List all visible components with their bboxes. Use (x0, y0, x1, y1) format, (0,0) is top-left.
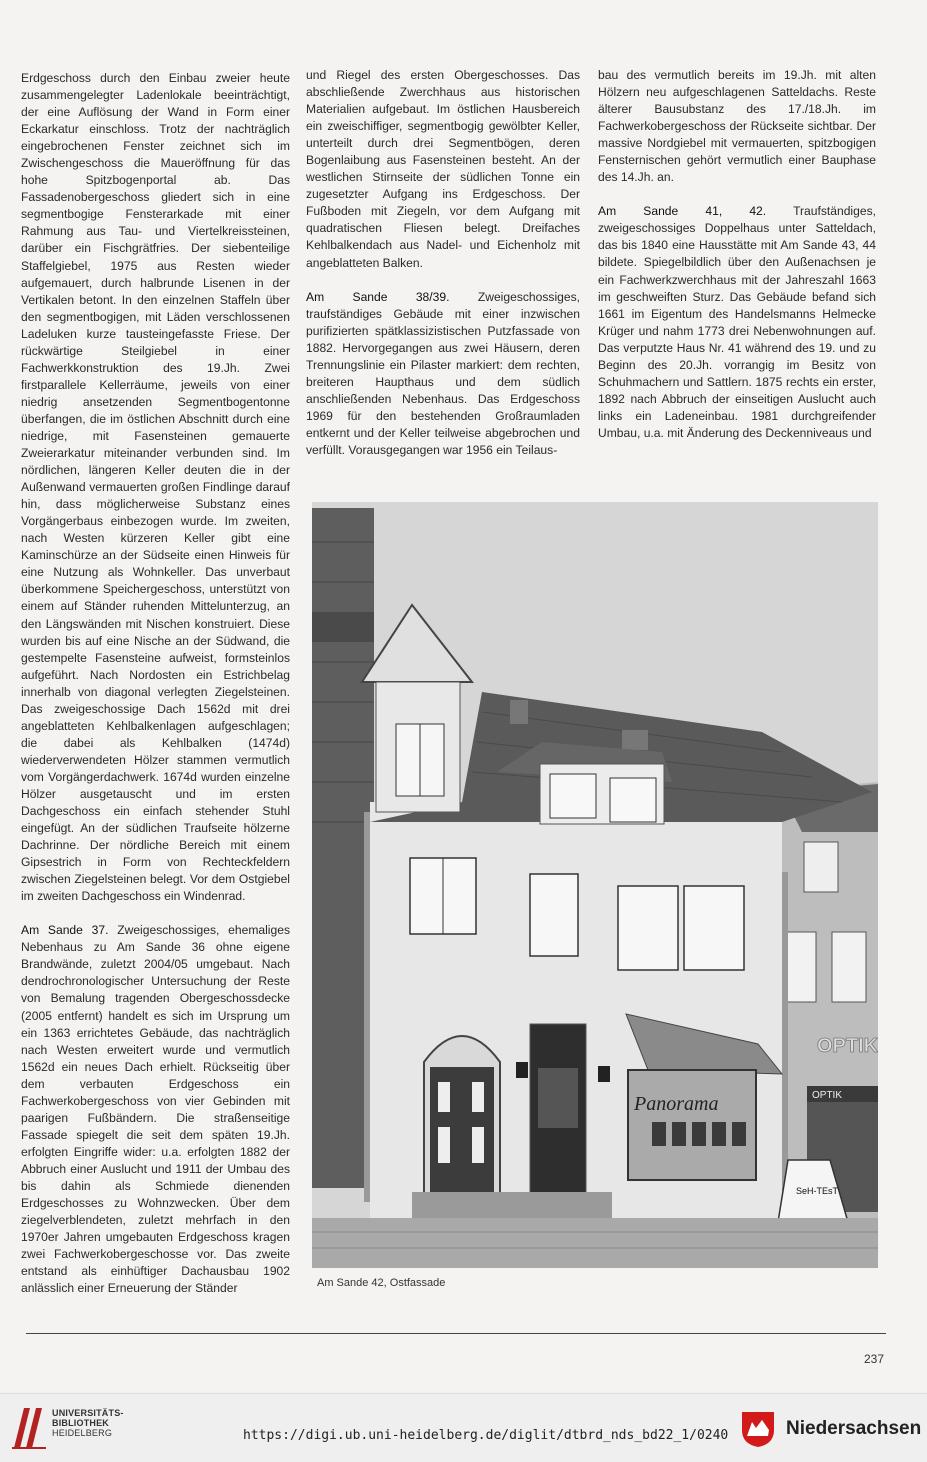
optik-small-sign: OPTIK (812, 1090, 843, 1101)
entry-text: Zweigeschossiges, ehemaliges Nebenhaus zu Am Sande 36 ohne eigene Brandwände, zuletzt 2004/05 umgebaut. Nach dendrochronologischer Untersuchung der Reste von Bemalung tragenden Obergeschossdecke (2005 entfernt) handelt es sich im Ursprung um ein 1363 errichtetes Gebäude, das nachträglich nach Westen erweitert wurde und vermutlich 1562d ein neues Dach erhielt. Rückseitig über dem verbauten Erdgeschoss ein Fachwerkobergeschoss von vier Gebinden mit paarigen Fußbändern. Die straßenseitige Fassade spiegelt die seit dem späten 19.Jh. erfolgten Eingriffe wider: u.a. erfolgten 1882 der Abbruch einer Auslucht und 1911 der Umbau des bis dahin als Schmiede dienenden Erdgeschosses zu Wohnzwecken. Über dem ziegelverblendeten, zuletzt mehrfach in den 1970er Jahren umgebauten Erdgeschoss kragen zwei Fachwerkobergeschosse vor. Das zweite entstand als einhüftiger Dachausbau 1902 anlässlich einer Erneuerung der Ständer (21, 923, 290, 1296)
paragraph (21, 922, 290, 1297)
text-column-2 (306, 67, 580, 459)
text-column-1 (21, 70, 290, 1297)
paragraph: Erdgeschoss durch den Einbau zweier heute zusammengelegter Ladenlokale beeinträchtigt, der eine Auflösung der Wand in Form einer Eckarkatur einschloss. Trotz der nachträglich eingebrochenen Fenster zeichnet sich im Zwischengeschoss die Maueröffnung für das hohe Spitzbogenportal ab. Das Fassadenobergeschoss gliedert sich in eine segmentbogige Fensterarkade mit einer Rahmung aus Tau- und Viertelkreissteinen, darüber ein Fischgrätfries. Der siebenteilige Staffelgiebel, 1975 aus Resten wieder aufgemauert, durch halbrunde Lisenen in der Vertikalen betont. In den einzelnen Staffeln über den segmentbogigen, mit Läden verschlossenen Ladeluken kurze tausteingefasste Friese. Der rückwärtige Steilgiebel in einer Fachwerkkonstruktion des 19.Jh. Zwei firstparallele Kellerräume, jeweils von einer niedrig ansetzenden Segmentbogentonne überfangen, die im östlichen Abschnitt durch eine niedrige, mit Fasensteinen gemauerte Zweierarkatur miteinander verbunden sind. Im nördlichen, längeren Keller deuten die in der Außenwand vermauerten großen Findlinge darauf hin, dass möglicherweise Substanz eines Vorgängerbaus einbezogen wurde. Im zweiten, nach Westen kürzeren Keller gibt eine Kaminschürze an der Südseite einen Hinweis für eine Nutzung als Wohnkeller. Das unverbaut überkommene Speichergeschoss, unterstützt von einem auf Ständer ruhenden Mittelunterzug, an den Längswänden mit Nischen konstruiert. Diese wurden bis auf eine Nische an der Südwand, die gestempelte Fasensteine aufweist, formsteinlos aufgeführt. Nach Nordosten ein Estrichbelag innerhalb von diagonal verlegten Ziegelsteinen. Das zweigeschossige Dach 1562d mit drei angeblatteten Kehlbalkenlagen aufgeschlagen; die dabei als Kehlbalken (1474d) wiederverwendeten Hölzer stammen vermutlich vom Vorgängerdachwerk. 1674d wurden einzelne Hölzer ausgetauscht und im ersten Dachgeschoss ein einfach stehender Stuhl eingefügt. An der südlichen Traufseite hölzerne Dachrinne. Der nördliche Bereich mit einem Gipsestrich in Form von Rechteckfeldern zwischen Ziegelsteinen belegt. Vor dem Ostgiebel im zweiten Dachgeschoss ein Windenrad. (21, 71, 290, 904)
library-name-line: HEIDELBERG (52, 1428, 113, 1438)
figure-caption: Am Sande 42, Ostfassade (317, 1277, 446, 1289)
entry-text: Zweigeschossiges, traufständiges Gebäude mit einer inzwischen purifizierten spätklassizistischen Putzfassade von 1882. Hervorgegangen aus zwei Häusern, deren Trennungslinie ein Pilaster markiert: dem rechten, breiteren Haupthaus und dem südlich anschließenden Nebenhaus. Das Erdgeschoss 1969 für den bestehenden Großraumladen entkernt und der Keller teilweise abgebrochen und verfüllt. Vorausgegangen war 1956 ein Teilaus- (306, 289, 580, 457)
optik-sign: OPTIK (817, 1035, 878, 1057)
building-photograph (312, 502, 878, 1268)
footer-rule (26, 1333, 886, 1334)
university-library-name[interactable] (52, 1408, 124, 1438)
page-number: 237 (864, 1352, 885, 1366)
text-column-3 (598, 67, 876, 442)
entry-heading: Am Sande 37. (21, 923, 109, 938)
sehtest-sign: SeH-TEsT (796, 1186, 839, 1196)
entry-heading: Am Sande 38/39. (306, 289, 450, 304)
paragraph (306, 289, 580, 459)
lower-saxony-crest-icon (738, 1408, 778, 1448)
paragraph (598, 203, 876, 442)
document-url-link[interactable]: https://digi.ub.uni-heidelberg.de/diglit/dtbrd_nds_bd22_1/0240 (243, 1428, 729, 1443)
paragraph: bau des vermutlich bereits im 19.Jh. mit alten Hölzern neu aufgeschlagenen Satteldachs. Reste älterer Bausubstanz des 17./18.Jh. im Fachwerkobergeschoss der Rückseite sichtbar. Der massive Nordgiebel mit vermauerten, spitzbogigen Fensternischen gehört vermutlich einer Bauphase des 14.Jh. an. (598, 68, 876, 185)
library-name-line: UNIVERSITÄTS- (52, 1408, 124, 1418)
panorama-sign: Panorama (634, 1093, 719, 1115)
state-name[interactable]: Niedersachsen (786, 1418, 922, 1439)
entry-heading: Am Sande 41, 42. (598, 204, 767, 219)
paragraph: und Riegel des ersten Obergeschosses. Das abschließende Zwerchhaus aus historischen Materialien aufgebaut. Im östlichen Hausbereich ein zweischiffiger, segmentbogig gewölbter Keller, unterteilt durch drei Segmentbögen, deren Bogenlaibung aus Fasensteinen besteht. An der westlichen Stirnseite der südlichen Tonne ein zugesetzter Aufgang ins Erdgeschoss. Der Fußboden mit Ziegeln, vor dem Aufgang mit quadratischen Fliesen belegt. Dreifaches Kehlbalkendach aus Nadel- und Eichenholz mit angeblatteten Balken. (306, 68, 580, 270)
viewer-footer (0, 1393, 927, 1462)
library-name-line: BIBLIOTHEK (52, 1418, 109, 1428)
entry-text: Traufständiges, zweigeschossiges Doppelhaus unter Satteldach, das bis 1840 eine Hausstätte mit Am Sande 43, 44 bildete. Spiegelbildlich über den Außenachsen je ein Fachwerkzwerchhaus mit der Jahreszahl 1663 im geschweiften Sturz. Das Gebäude befand sich 1661 im Eigentum des Handelsmanns Helmecke Krüger und nahm 1773 drei Nebenwohnungen auf. Das verputzte Haus Nr. 41 während des 19. und zu Beginn des 20.Jh. vorrangig im Besitz von Schuhmachern und Sattlern. 1875 rechts ein erster, 1892 nach Abbruch der einseitigen Auslucht auch links ein Ladeneinbau. 1981 durchgreifender Umbau, u.a. mit Änderung des Deckenniveaus und (598, 204, 876, 440)
university-library-logo-icon (10, 1404, 48, 1450)
